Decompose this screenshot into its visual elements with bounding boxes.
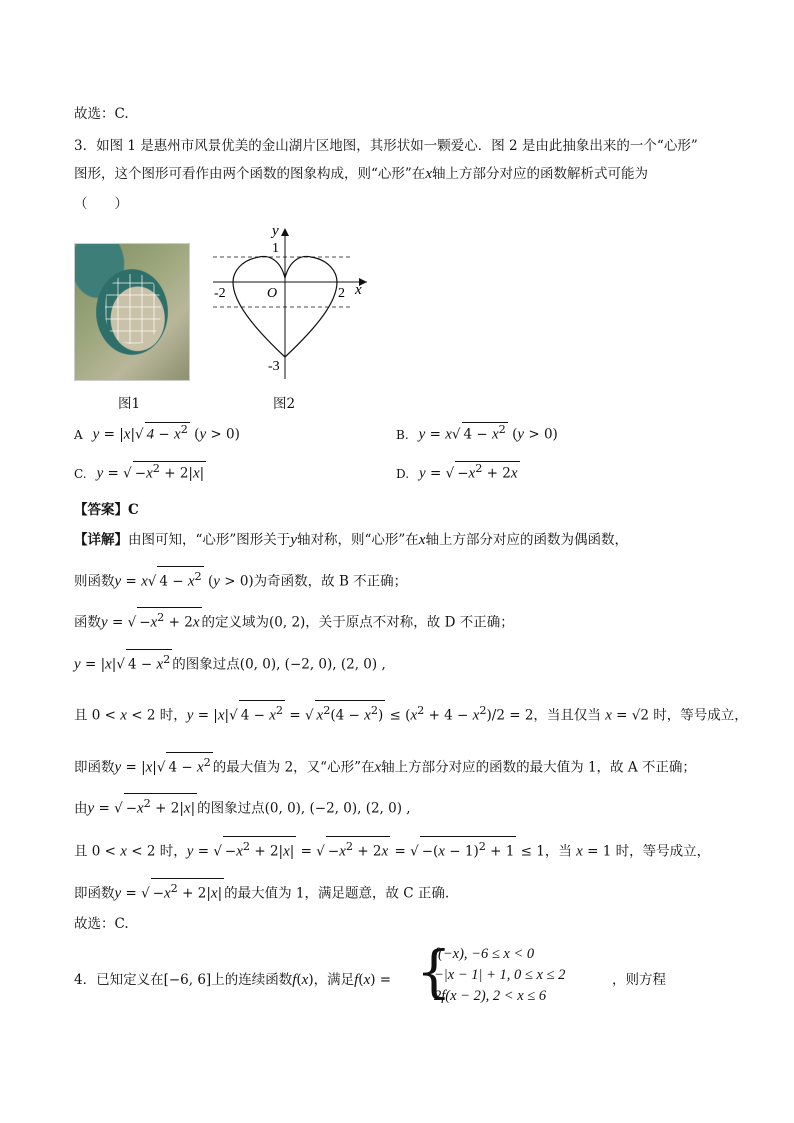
- figure-1-caption: 图1: [118, 396, 141, 412]
- detail-line-9: 即函数y = √ $-x^2 + 2|x|$ 的最大值为 1，满足题意，故 C 正确.: [74, 878, 449, 904]
- answer-line: 【答案】C: [74, 502, 139, 518]
- detail-line-6: 即函数y = |x|√ $4 - x^2$ 的最大值为 2，又“心形”在x轴上方部分对应的函数的最大值为 1，故 A 不正确；: [74, 752, 696, 778]
- option-a: A y = |x|√ $4 - x^2$ (y > 0): [74, 423, 240, 443]
- detail-line-1: 【详解】由图可知，“心形”图形关于y轴对称，则“心形”在x轴上方部分对应的函数为偶函数，: [74, 532, 628, 548]
- map-image: [74, 243, 190, 381]
- option-d: D. y = √ $-x^2 + 2x$: [396, 462, 518, 482]
- piecewise-brace: {: [416, 940, 452, 1005]
- tick-2: 2: [338, 286, 345, 301]
- detail-line-8: 且 0 < x < 2 时，y = √ $-x^2 + 2|x|$ = √ $-x^2 + 2x$ = √ $-(x - 1)^2 + 1 \le 1$，当 x = 1 时，等号成立，: [74, 836, 710, 862]
- option-c: C. y = √ $-x^2 + 2|x|$: [74, 462, 205, 482]
- option-b: B. y = x√ $4 - x^2$ (y > 0): [396, 423, 558, 443]
- q4-tail: ，则方程: [612, 972, 666, 988]
- q3-line-1: 3．如图 1 是惠州市风景优美的金山湖片区地图，其形状如一颗爱心．图 2 是由此抽象出来的一个“心形”: [74, 138, 698, 154]
- tick-1: 1: [272, 241, 279, 256]
- tick-neg3: -3: [268, 359, 280, 374]
- origin-label: O: [267, 286, 278, 301]
- q3-line-2: 图形，这个图形可看作由两个函数的图象构成，则“心形”在x轴上方部分对应的函数解析式可能为: [74, 166, 648, 182]
- detail-end: 故选：C.: [74, 916, 129, 932]
- tick-neg2: -2: [214, 286, 226, 301]
- detail-line-5: 且 0 < x < 2 时，y = |x|√ $4 - x^2$ = √ $x^2(4 - x^2) \le (x^2 + 4 - x^2)/2 = 2$，当且仅当 x = √2 时，等号成立，: [74, 700, 748, 726]
- y-axis-arrow: [281, 228, 289, 236]
- detail-line-7: 由y = √ $-x^2 + 2|x|$ 的图象过点(0, 0), (−2, 0), (2, 0) ,: [74, 793, 411, 819]
- detail-line-3: 函数y = √ $-x^2 + 2x$ 的定义域为(0, 2)，关于原点不对称，故 D 不正确；: [74, 607, 514, 633]
- detail-line-4: y = |x|√ $4 - x^2$ 的图象过点(0, 0), (−2, 0), (2, 0) ,: [74, 649, 386, 675]
- x-axis-label: x: [355, 282, 362, 298]
- y-axis-label: y: [272, 223, 279, 239]
- prev-answer-line: 故选：C.: [74, 106, 129, 122]
- piecewise-function: f(−x), −6 ≤ x < 0 −|x − 1| + 1, 0 ≤ x ≤ 2 2f(x − 2), 2 < x ≤ 6: [434, 946, 566, 1004]
- figure-2-caption: 图2: [273, 396, 296, 412]
- detail-line-2: 则函数y = x√ $4 - x^2$ (y > 0)为奇函数，故 B 不正确；: [74, 566, 407, 592]
- heart-graph: [205, 222, 380, 382]
- q4-line: 4．已知定义在[−6, 6]上的连续函数f(x)，满足f(x) =: [74, 972, 392, 988]
- q3-line-3: （ ）: [74, 196, 128, 212]
